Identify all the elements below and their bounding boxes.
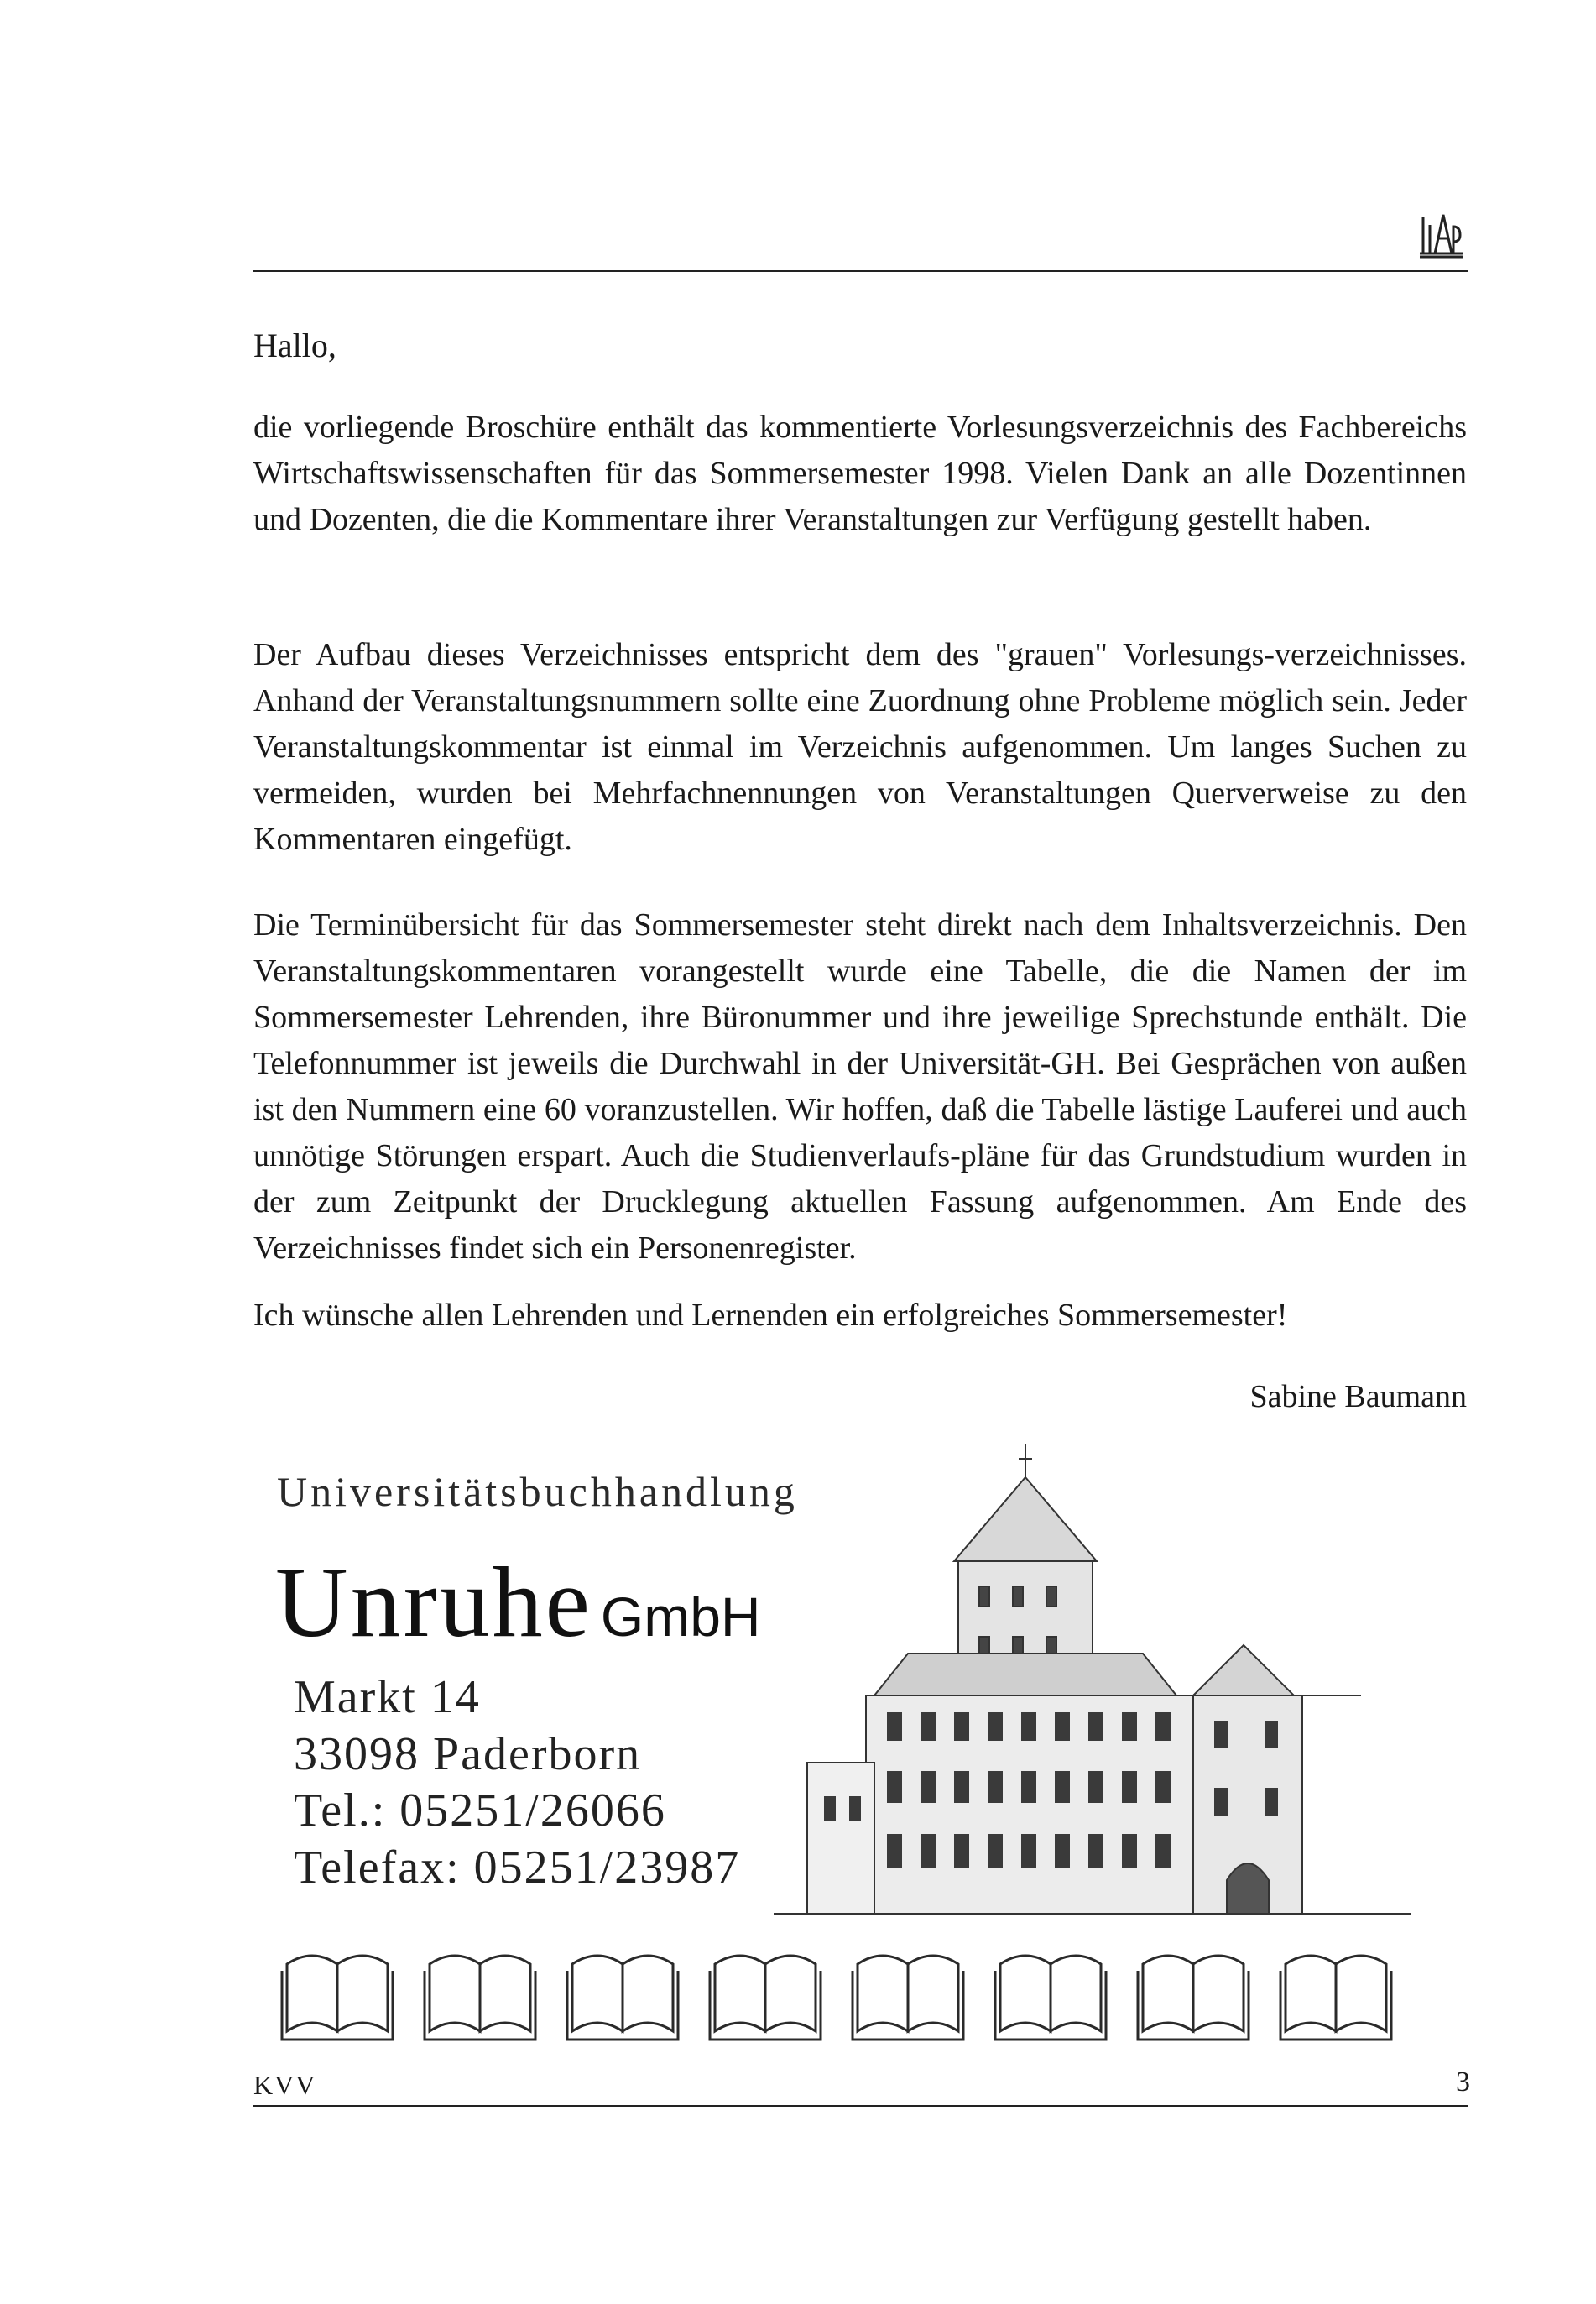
building-illustration-icon xyxy=(774,1444,1411,1922)
footer-rule xyxy=(253,2105,1468,2107)
ad-city: 33098 Paderborn xyxy=(294,1728,642,1780)
bookshop-advertisement xyxy=(253,1427,1479,2065)
faculty-logo-icon xyxy=(1418,208,1465,260)
signature: Sabine Baumann xyxy=(1249,1379,1467,1414)
book-icon xyxy=(995,1956,1106,2040)
paragraph-schedule: Die Terminübersicht für das Sommersemester steht direkt nach dem Inhaltsverzeichnis. Den Veranstaltungskommentaren vorangestellt wurde eine Tabelle, die die Namen der im Sommersemester Lehrenden, ihre Büronummer und ihre jeweilige Sprechstunde enthält. Die Telefonnummer ist jeweils die Durchwahl in der Universität-GH. Bei Gesprächen von außen ist den Nummern eine 60 voranzustellen. Wir hoffen, daß die Tabelle lästige Lauferei und auch unnötige Störungen erspart. Auch die Studienverlaufs-pläne für das Grundstudium wurden in der zum Zeitpunkt der Drucklegung aktuellen Fassung aufgenommen. Am Ende des Verzeichnisses findet sich ein Personenregister. xyxy=(253,907,1467,1266)
ad-legal-form: GmbH xyxy=(600,1586,761,1648)
paragraph-closing: Ich wünsche allen Lehrenden und Lernenden ein erfolgreiches Sommersemester! xyxy=(253,1298,1288,1333)
ad-shop-type: Universitätsbuchhandlung xyxy=(277,1468,798,1515)
greeting: Hallo, xyxy=(253,327,336,364)
book-icon xyxy=(710,1956,821,2040)
footer-label: KVV xyxy=(253,2070,317,2100)
paragraph-structure: Der Aufbau dieses Verzeichnisses entspricht dem des "grauen" Vorlesungs-verzeichnisses. Anhand der Veranstaltungsnummern sollte eine Zuordnung ohne Probleme möglich sein. Jeder Veranstaltungskommentar ist einmal im Verzeichnis aufgenommen. Um langes Suchen zu vermeiden, wurden bei Mehrfachnennungen von Veranstaltungen Querverweise zu den Kommentaren eingefügt. xyxy=(253,637,1467,857)
book-icon xyxy=(425,1956,535,2040)
book-icon xyxy=(1280,1956,1391,2040)
book-icon xyxy=(567,1956,678,2040)
ad-name-text: Unruhe xyxy=(275,1546,592,1658)
ad-shop-name xyxy=(275,1544,761,1660)
header-rule xyxy=(253,270,1468,272)
page-number: 3 xyxy=(1456,2066,1470,2098)
ad-street: Markt 14 xyxy=(294,1671,481,1723)
book-row-icons xyxy=(270,1939,1445,2048)
book-icon xyxy=(282,1956,393,2040)
book-icon xyxy=(853,1956,963,2040)
paragraph-intro: die vorliegende Broschüre enthält das kommentierte Vorlesungsverzeichnis des Fachbereichs Wirtschaftswissenschaften für das Sommersemester 1998. Vielen Dank an alle Dozentinnen und Dozenten, die die Kommentare ihrer Veranstaltungen zur Verfügung gestellt haben. xyxy=(253,410,1467,537)
ad-fax: Telefax: 05251/23987 xyxy=(294,1842,741,1894)
ad-phone: Tel.: 05251/26066 xyxy=(294,1784,666,1836)
book-icon xyxy=(1138,1956,1249,2040)
